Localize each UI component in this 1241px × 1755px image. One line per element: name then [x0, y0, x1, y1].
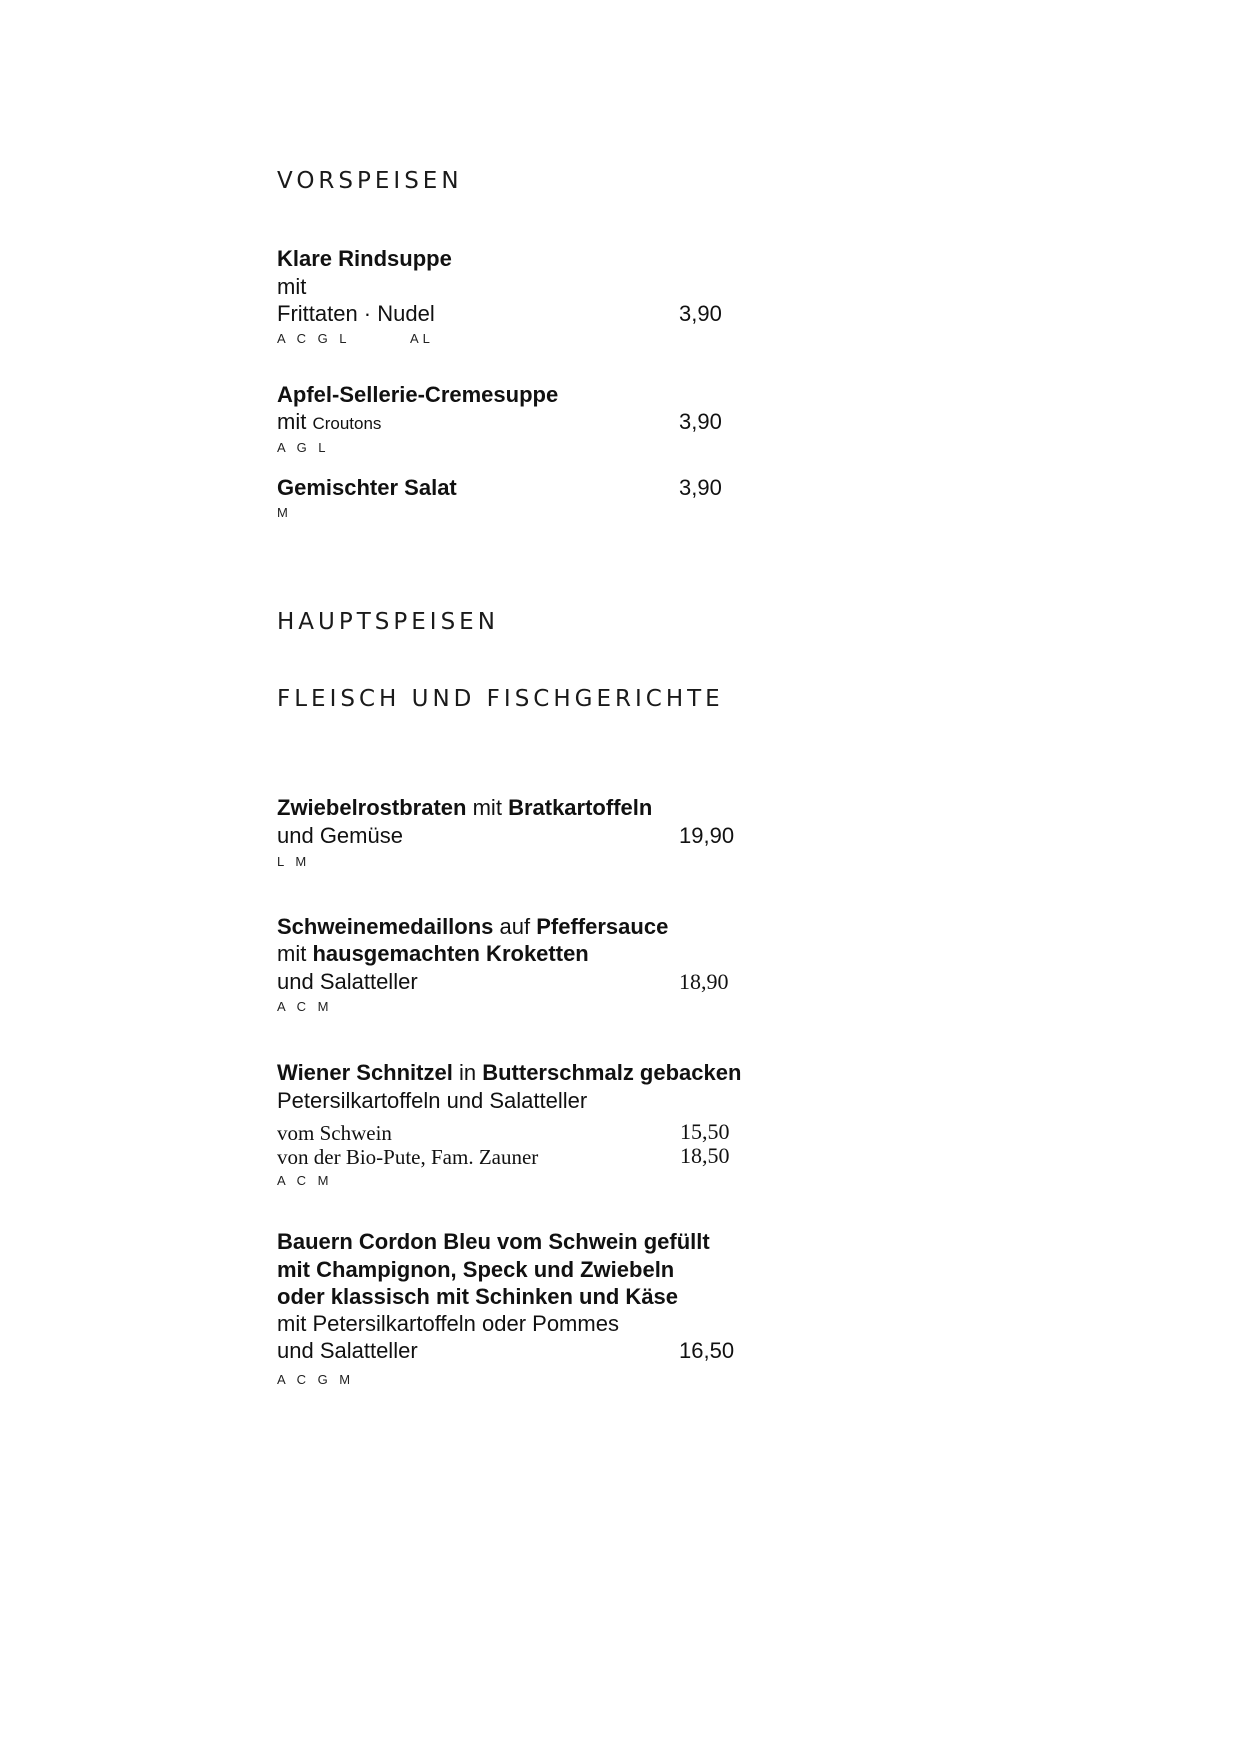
dish-title-cordon-line3: oder klassisch mit Schinken und Käse	[277, 1284, 679, 1309]
allergens-schnitzel: A C M	[277, 1173, 333, 1188]
dish-title-cremesuppe: Apfel-Sellerie-Cremesuppe	[277, 382, 559, 407]
dish-desc-rindsuppe-line1: mit	[277, 274, 307, 299]
price-salat: 3,90	[679, 475, 722, 500]
allergens-rindsuppe-nudel: AL	[410, 331, 434, 346]
price-zwiebelrostbraten: 19,90	[679, 823, 735, 848]
dish-desc-zwiebelrostbraten: und Gemüse	[277, 823, 403, 848]
price-cordon: 16,50	[679, 1338, 735, 1363]
dish-desc-schweinemedaillons-line2	[277, 939, 589, 969]
dish-desc-schnitzel: Petersilkartoffeln und Salatteller	[277, 1088, 588, 1113]
dish-option-schnitzel-pute: von der Bio-Pute, Fam. Zauner	[277, 1145, 539, 1169]
dish-title-schweinemedaillons-name: Schweinemedaillons	[277, 914, 494, 939]
dish-title-schnitzel-name: Wiener Schnitzel	[277, 1060, 453, 1085]
dish-desc-rindsuppe-line2: Frittaten · Nudel	[277, 301, 435, 326]
dish-desc-cordon-line5: und Salatteller	[277, 1338, 418, 1363]
dish-title-cordon-line2: mit Champignon, Speck und Zwiebeln	[277, 1257, 675, 1282]
dish-title-schweinemedaillons	[277, 912, 668, 942]
dish-title-zwiebelrostbraten-name: Zwiebelrostbraten	[277, 795, 467, 820]
allergens-cordon: A C G M	[277, 1372, 355, 1387]
dish-option-schnitzel-schwein: vom Schwein	[277, 1121, 392, 1145]
dish-title-rindsuppe: Klare Rindsuppe	[277, 246, 452, 271]
dish-desc-cordon-line4: mit Petersilkartoffeln oder Pommes	[277, 1311, 619, 1336]
price-schnitzel-schwein: 15,50	[680, 1119, 730, 1144]
dish-desc-schweinemedaillons-line3: und Salatteller	[277, 969, 418, 994]
dish-desc-cremesuppe-mit: mit	[277, 409, 307, 434]
dish-title-schnitzel-method: Butterschmalz gebacken	[482, 1060, 742, 1085]
dish-title-zwiebelrostbraten-side: Bratkartoffeln	[508, 795, 653, 820]
dish-title-schnitzel-in: in	[458, 1060, 477, 1085]
dish-title-schnitzel	[277, 1058, 741, 1088]
allergens-salat: M	[277, 505, 292, 520]
dish-title-schweinemedaillons-auf: auf	[499, 914, 531, 939]
dish-desc-schweinemedaillons-kroketten: hausgemachten Kroketten	[312, 941, 589, 966]
dish-title-zwiebelrostbraten-mit: mit	[472, 795, 502, 820]
dish-title-schweinemedaillons-sauce: Pfeffersauce	[536, 914, 669, 939]
allergens-rindsuppe-frittaten: A C G L	[277, 331, 351, 346]
allergens-cremesuppe: A G L	[277, 440, 330, 455]
price-schweinemedaillons: 18,90	[679, 969, 729, 994]
price-rindsuppe: 3,90	[679, 301, 722, 326]
dish-desc-cremesuppe-croutons: Croutons	[312, 414, 382, 433]
price-schnitzel-pute: 18,50	[680, 1143, 730, 1168]
dish-title-zwiebelrostbraten	[277, 793, 652, 823]
dish-title-salat: Gemischter Salat	[277, 475, 457, 500]
allergens-schweinemedaillons: A C M	[277, 999, 333, 1014]
price-cremesuppe: 3,90	[679, 409, 722, 434]
dish-desc-schweinemedaillons-mit: mit	[277, 941, 307, 966]
section-heading-hauptspeisen: HAUPTSPEISEN	[277, 609, 499, 635]
allergens-zwiebelrostbraten: L M	[277, 854, 311, 869]
subsection-heading-fleisch-fisch: FLEISCH UND FISCHGERICHTE	[277, 686, 724, 712]
section-heading-vorspeisen: VORSPEISEN	[277, 168, 463, 194]
dish-title-cordon-line1: Bauern Cordon Bleu vom Schwein gefüllt	[277, 1229, 710, 1254]
dish-desc-cremesuppe	[277, 407, 381, 439]
